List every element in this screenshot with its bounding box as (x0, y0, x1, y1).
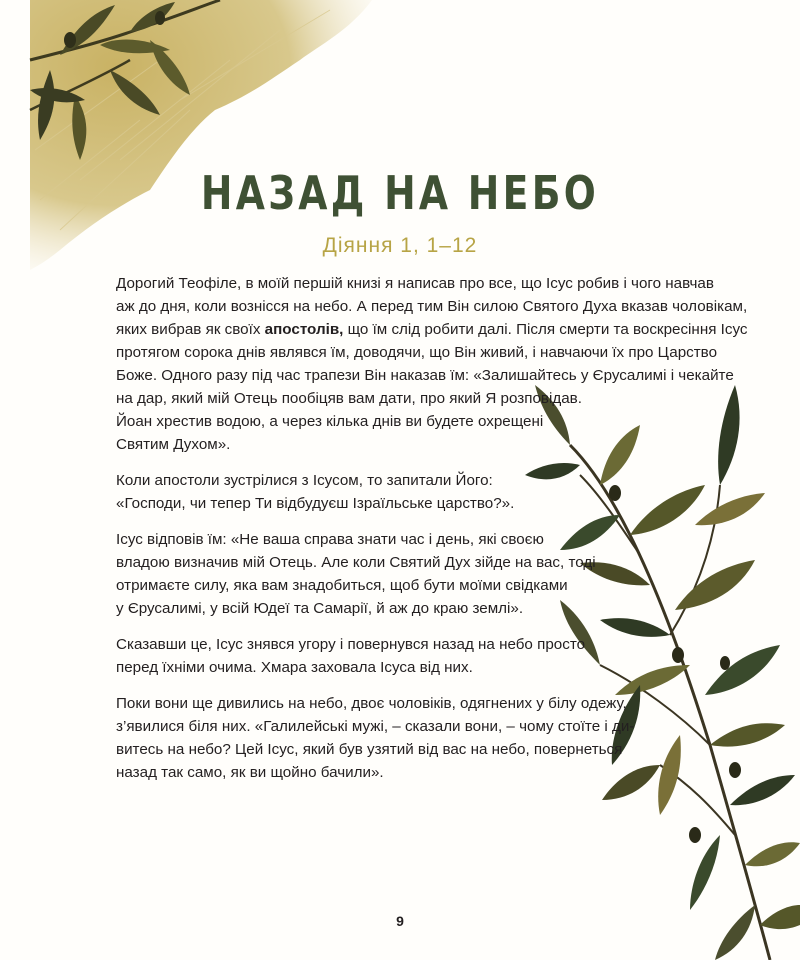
text-segment: Поки вони ще дивились на небо, двоє чоловіків, одягнених у білу одежу, (116, 695, 627, 712)
text-line (116, 318, 748, 341)
bold-term: апостолів, (264, 321, 344, 338)
text-segment: протягом сорока днів являвся їм, доводячи, що Він живий, і навчаючи їх про Царство (116, 344, 718, 361)
text-line (116, 272, 714, 295)
paragraph (116, 272, 748, 456)
text-line (116, 433, 696, 456)
text-line (116, 656, 696, 679)
text-segment: отримаєте силу, яка вам знадобиться, щоб бути моїми свідками (116, 577, 568, 594)
text-segment: Сказавши це, Ісус знявся угору і повернувся назад на небо просто (116, 636, 586, 653)
text-segment: з’явилися біля них. «Галилейські мужі, – сказали вони, – чому стоїте і ди- (116, 718, 635, 735)
text-segment: Ісус відповів їм: «Не ваша справа знати час і день, які своєю (116, 531, 544, 548)
text-segment: Дорогий Теофіле, в моїй першій книзі я написав про все, що Ісус робив і чого навчав (116, 275, 714, 292)
paragraph (116, 528, 696, 620)
text-segment: Боже. Одного разу під час трапези Він наказав їм: «Залишайтесь у Єрусалимі і чекайте (116, 367, 734, 384)
text-segment: назад так само, як ви щойно бачили». (116, 764, 384, 781)
text-line (116, 295, 748, 318)
text-line (116, 761, 696, 784)
text-segment: Коли апостоли зустрілися з Ісусом, то запитали Його: (116, 472, 493, 489)
text-line (116, 692, 696, 715)
scripture-reference: Діяння 1, 1–12 (322, 234, 478, 257)
page-number: 9 (396, 913, 404, 929)
paragraph (116, 692, 696, 784)
text-line (116, 738, 696, 761)
olive-branch-top-left-illustration (0, 0, 400, 270)
page-title: НАЗАД НА НЕБО (200, 166, 600, 220)
text-line (116, 715, 696, 738)
text-line (116, 551, 696, 574)
text-segment: що їм слід робити далі. Після смерти та воскресіння Ісус (343, 321, 748, 338)
text-line (116, 387, 696, 410)
text-line (116, 597, 696, 620)
text-line (116, 633, 696, 656)
text-line (116, 364, 734, 387)
text-line (116, 469, 696, 492)
paragraph (116, 469, 696, 515)
text-segment: Святим Духом». (116, 436, 231, 453)
text-segment: у Єрусалимі, у всій Юдеї та Самарії, й аж до краю землі». (116, 600, 524, 617)
text-segment: витесь на небо? Цей Ісус, який був узятий від вас на небо, повернеться (116, 741, 623, 758)
text-segment: яких вибрав як своїх (116, 321, 265, 338)
text-segment: перед їхніми очима. Хмара заховала Ісуса від них. (116, 659, 473, 676)
text-segment: аж до дня, коли вознісся на небо. А перед тим Він силою Святого Духа вказав чоловікам, (116, 298, 748, 315)
text-segment: владою визначив мій Отець. Але коли Святий Дух зійде на вас, тоді (116, 554, 596, 571)
text-segment: Йоан хрестив водою, а через кілька днів ви будете охрещені (116, 413, 544, 430)
text-line (116, 528, 696, 551)
text-segment: на дар, який мій Отець пообіцяв вам дати, про який Я розповідав. (116, 390, 582, 407)
text-line (116, 410, 696, 433)
text-line (116, 492, 696, 515)
text-segment: «Господи, чи тепер Ти відбудуєш Ізраїльське царство?». (116, 495, 515, 512)
story-text (116, 272, 748, 797)
text-line (116, 341, 718, 364)
text-line (116, 574, 696, 597)
paragraph (116, 633, 696, 679)
